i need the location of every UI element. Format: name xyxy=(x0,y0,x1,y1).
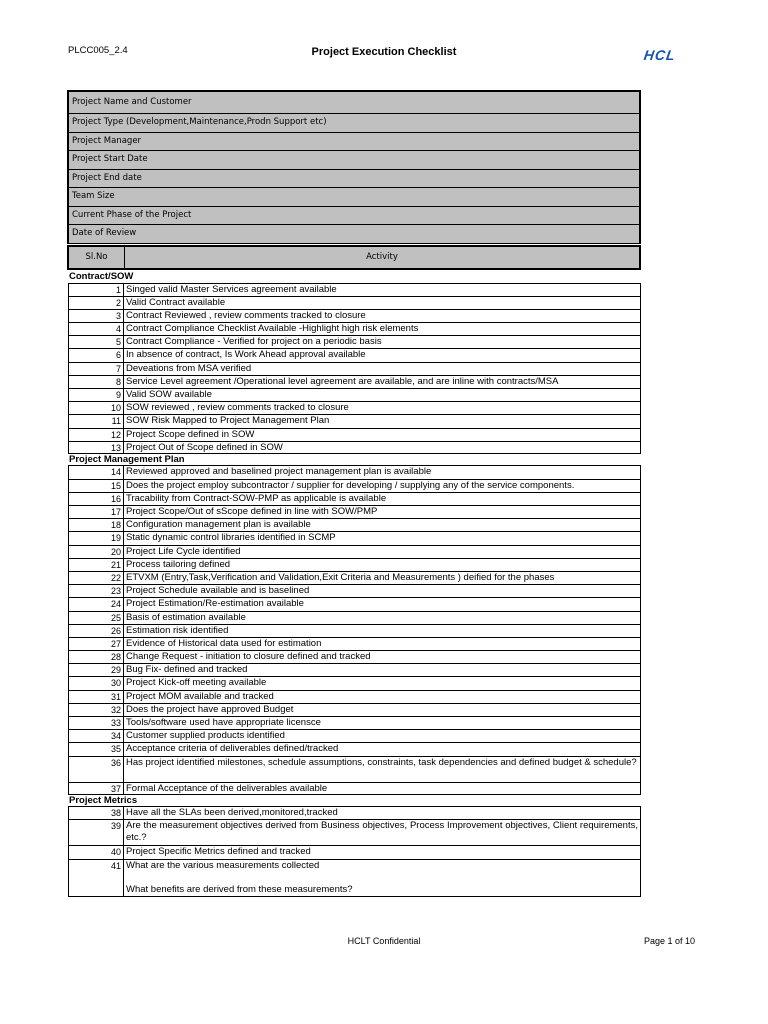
row-number: 25 xyxy=(69,612,124,624)
info-field: Date of Review xyxy=(69,225,639,244)
row-activity: Project Out of Scope defined in SOW xyxy=(126,441,283,453)
row-number: 18 xyxy=(69,519,124,531)
row-number: 23 xyxy=(69,585,124,597)
section-title: Project Management Plan xyxy=(69,453,185,465)
col-header-activity: Activity xyxy=(366,252,398,262)
row-activity: Basis of estimation available xyxy=(126,611,246,623)
row-number: 5 xyxy=(69,336,124,348)
row-activity: Are the measurement objectives derived from Business objectives, Process Improvement objectives, Client requirements, etc.? xyxy=(126,820,638,844)
checklist-row xyxy=(68,611,641,624)
row-number: 1 xyxy=(69,284,124,296)
page-number: Page 1 of 10 xyxy=(644,936,696,946)
row-activity: Valid Contract available xyxy=(126,296,226,308)
checklist-row xyxy=(68,388,641,401)
checklist-row xyxy=(68,690,641,703)
row-number: 12 xyxy=(69,429,124,441)
row-activity: SOW reviewed , review comments tracked to closure xyxy=(126,402,349,414)
row-activity: Formal Acceptance of the deliverables available xyxy=(126,782,328,794)
checklist-row xyxy=(68,663,641,676)
checklist-row xyxy=(68,756,641,782)
row-activity: Customer supplied products identified xyxy=(126,730,285,742)
row-number: 24 xyxy=(69,598,124,610)
checklist-row xyxy=(68,492,641,505)
row-activity: Tools/software used have appropriate licensce xyxy=(126,717,321,728)
checklist-row xyxy=(68,782,641,795)
section-title: Contract/SOW xyxy=(69,271,134,282)
row-activity: Does the project have approved Budget xyxy=(126,703,294,715)
checklist-row xyxy=(68,518,641,531)
row-number: 38 xyxy=(69,807,124,819)
checklist-table xyxy=(68,271,641,897)
row-number: 9 xyxy=(69,389,124,401)
row-number: 28 xyxy=(69,651,124,663)
checklist-row xyxy=(68,348,641,361)
row-number: 21 xyxy=(69,559,124,571)
row-number: 2 xyxy=(69,297,124,309)
checklist-row xyxy=(68,531,641,544)
row-activity: Contract Reviewed , review comments tracked to closure xyxy=(126,309,366,321)
row-activity: Process tailoring defined xyxy=(126,558,231,570)
row-number: 19 xyxy=(69,532,124,544)
row-number: 32 xyxy=(69,704,124,716)
footer-confidential: HCLT Confidential xyxy=(347,936,421,946)
row-activity: Valid SOW available xyxy=(126,389,212,400)
row-number: 16 xyxy=(69,493,124,505)
checklist-row xyxy=(68,597,641,610)
row-activity: Reviewed approved and baselined project management plan is available xyxy=(126,466,432,478)
checklist-row xyxy=(68,414,641,427)
hcl-logo: HCL xyxy=(642,47,677,63)
checklist-section xyxy=(68,454,641,795)
row-activity: Estimation risk identified xyxy=(126,624,229,636)
row-number: 27 xyxy=(69,638,124,650)
checklist-row xyxy=(68,362,641,375)
checklist-row xyxy=(68,571,641,584)
page-title: Project Execution Checklist xyxy=(311,46,457,58)
row-activity: Project Schedule available and is baselined xyxy=(126,585,310,597)
row-number: 11 xyxy=(69,415,124,427)
info-field: Project Start Date xyxy=(69,151,639,170)
row-number: 31 xyxy=(69,691,124,703)
row-activity: In absence of contract, Is Work Ahead approval available xyxy=(126,349,366,361)
checklist-section xyxy=(68,795,641,897)
row-activity: Contract Compliance Checklist Available -Highlight high risk elements xyxy=(126,323,419,335)
row-activity: Project Estimation/Re-estimation available xyxy=(126,598,304,610)
checklist-row xyxy=(68,479,641,492)
checklist-section xyxy=(68,271,641,454)
row-activity: ETVXM (Entry,Task,Verification and Validation,Exit Criteria and Measurements ) deified for the phases xyxy=(126,571,555,583)
checklist-row xyxy=(68,309,641,322)
row-number: 7 xyxy=(69,363,124,375)
checklist-row xyxy=(68,859,641,897)
info-field: Project Manager xyxy=(69,133,639,152)
checklist-row xyxy=(68,637,641,650)
row-activity: Bug Fix- defined and tracked xyxy=(126,664,248,676)
row-number: 3 xyxy=(69,310,124,322)
row-number: 39 xyxy=(69,820,124,845)
row-number: 20 xyxy=(69,546,124,558)
info-field: Current Phase of the Project xyxy=(69,207,639,226)
checklist-row xyxy=(68,296,641,309)
row-number: 17 xyxy=(69,506,124,518)
row-number: 35 xyxy=(69,743,124,755)
row-activity: Evidence of Historical data used for estimation xyxy=(126,637,322,649)
info-field: Team Size xyxy=(69,188,639,207)
checklist-row xyxy=(68,584,641,597)
checklist-row xyxy=(68,624,641,637)
row-activity: Contract Compliance - Verified for project on a periodic basis xyxy=(126,336,382,348)
row-number: 29 xyxy=(69,664,124,676)
row-activity: Change Request - initiation to closure defined and tracked xyxy=(126,651,371,663)
row-activity: SOW Risk Mapped to Project Management Plan xyxy=(126,415,330,427)
checklist-row xyxy=(68,676,641,689)
row-activity: Configuration management plan is available xyxy=(126,519,311,531)
info-field: Project Name and Customer xyxy=(69,92,639,114)
checklist-row xyxy=(68,283,641,296)
checklist-row xyxy=(68,428,641,441)
checklist-row xyxy=(68,716,641,729)
checklist-row xyxy=(68,322,641,335)
checklist-row xyxy=(68,505,641,518)
row-number: 13 xyxy=(69,442,124,453)
row-activity: Tracability from Contract-SOW-PMP as applicable is available xyxy=(126,492,387,504)
checklist-row xyxy=(68,650,641,663)
activity-text: What benefits are derived from these measurements? xyxy=(126,883,353,895)
row-activity: Project MOM available and tracked xyxy=(126,690,274,702)
section-title: Project Metrics xyxy=(69,794,138,806)
row-activity: Project Scope/Out of sScope defined in line with SOW/PMP xyxy=(126,506,378,517)
row-number: 6 xyxy=(69,349,124,361)
checklist-row xyxy=(68,441,641,454)
row-activity: Acceptance criteria of deliverables defined/tracked xyxy=(126,743,339,755)
row-number: 26 xyxy=(69,625,124,637)
row-activity: Does the project employ subcontractor / supplier for developing / supplying any of the service components. xyxy=(126,479,575,491)
col-header-sl-no: Sl.No xyxy=(69,247,125,268)
checklist-row xyxy=(68,335,641,348)
checklist-row xyxy=(68,845,641,858)
row-number: 15 xyxy=(69,480,124,492)
info-field: Project Type (Development,Maintenance,Prodn Support etc) xyxy=(69,114,639,133)
row-activity: Project Life Cycle identified xyxy=(126,545,241,557)
row-activity xyxy=(124,860,640,896)
row-activity: Service Level agreement /Operational level agreement are available, and are inline with contracts/MSA xyxy=(126,375,559,387)
project-info-block xyxy=(67,90,641,244)
checklist-row xyxy=(68,465,641,478)
checklist-row xyxy=(68,558,641,571)
row-number: 34 xyxy=(69,730,124,742)
doc-code: PLCC005_2.4 xyxy=(68,45,128,56)
checklist-header xyxy=(67,245,641,270)
row-activity: Have all the SLAs been derived,monitored,tracked xyxy=(126,807,338,819)
row-number: 37 xyxy=(69,783,124,794)
row-activity: Static dynamic control libraries identified in SCMP xyxy=(126,532,336,544)
checklist-row xyxy=(68,742,641,755)
row-number: 14 xyxy=(69,466,124,478)
row-activity: Project Scope defined in SOW xyxy=(126,428,255,440)
row-number: 10 xyxy=(69,402,124,414)
row-activity: Has project identified milestones, schedule assumptions, constraints, task dependencies and defined budget & schedule? xyxy=(126,756,637,768)
checklist-row xyxy=(68,545,641,558)
checklist-row xyxy=(68,401,641,414)
row-number: 41 xyxy=(69,860,124,896)
row-number: 22 xyxy=(69,572,124,584)
row-activity: Deveations from MSA verified xyxy=(126,362,252,374)
row-number: 33 xyxy=(69,717,124,729)
row-number: 8 xyxy=(69,376,124,388)
row-activity: Singed valid Master Services agreement available xyxy=(126,283,337,295)
row-activity: Project Kick-off meeting available xyxy=(126,677,267,689)
checklist-row xyxy=(68,819,641,845)
activity-text: What are the various measurements collected xyxy=(126,859,320,871)
row-number: 30 xyxy=(69,677,124,689)
checklist-row xyxy=(68,703,641,716)
row-number: 40 xyxy=(69,846,124,858)
row-number: 4 xyxy=(69,323,124,335)
checklist-row xyxy=(68,806,641,819)
row-activity: Project Specific Metrics defined and tracked xyxy=(126,846,311,858)
checklist-row xyxy=(68,729,641,742)
info-field: Project End date xyxy=(69,170,639,189)
checklist-row xyxy=(68,375,641,388)
row-number: 36 xyxy=(69,757,124,782)
